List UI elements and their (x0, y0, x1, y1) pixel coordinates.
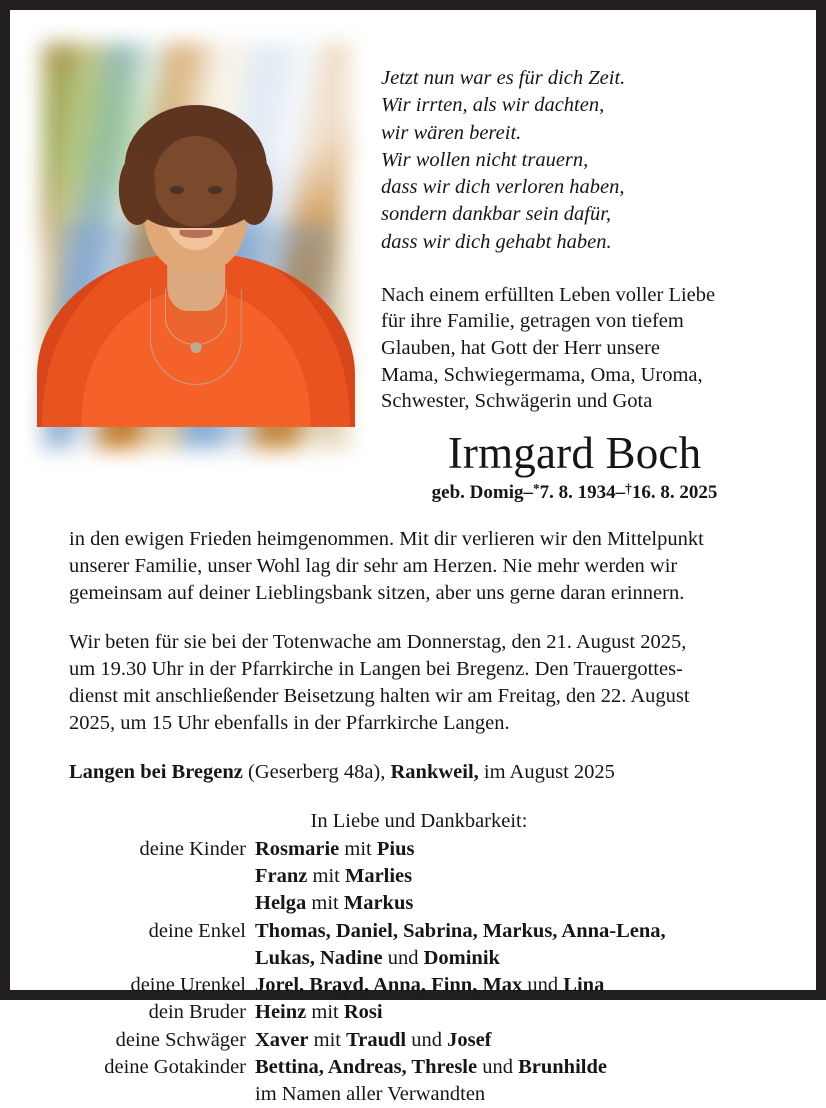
birth-star-icon: * (533, 480, 540, 496)
family-member-names: Helga mit Markus (255, 892, 414, 915)
poem-line: Wir irrten, als wir dachten, (381, 94, 605, 117)
birth-date: 7. 8. 1934 (539, 481, 616, 503)
subject-eye-left (170, 186, 184, 194)
family-relation-label: deine Urenkel (130, 974, 246, 997)
family-row (50, 890, 776, 917)
family-member-names: Jorel, Brayd, Anna, Finn, Max und Lina (255, 974, 605, 997)
family-relation-label: deine Kinder (139, 837, 246, 860)
poem-line: sondern dankbar sein dafür, (381, 203, 612, 226)
birth-death-line (381, 481, 768, 504)
place-and-date-line (69, 761, 761, 784)
family-row (50, 999, 776, 1026)
subject-mouth (180, 230, 213, 239)
place-secondary: Rankweil, (390, 760, 479, 783)
family-row (50, 972, 776, 999)
notice-month: im August 2025 (478, 760, 615, 783)
family-row (50, 863, 776, 890)
notice-inner (10, 10, 816, 1106)
paragraph-remembrance (69, 526, 761, 607)
family-member-names: Heinz mit Rosi (255, 1001, 383, 1024)
portrait-photo (59, 65, 333, 427)
family-member-names: Xaver mit Traudl und Josef (255, 1028, 492, 1051)
place-primary: Langen bei Bregenz (69, 760, 243, 783)
maiden-name: geb. Domig (431, 481, 524, 503)
paragraph-line: in den ewigen Frieden heimgenommen. Mit dir verlieren wir den Mittelpunkt (69, 527, 704, 550)
family-heading: In Liebe und Dankbarkeit: (310, 809, 528, 832)
paragraph-line: dienst mit anschließender Beisetzung halten wir am Freitag, den 22. August (69, 684, 690, 707)
family-relation-label: deine Enkel (148, 919, 246, 942)
poem-line: Jetzt nun war es für dich Zeit. (381, 67, 626, 89)
family-row (50, 945, 776, 972)
intro-line: Nach einem erfüllten Leben voller Liebe (381, 283, 716, 306)
family-member-names: Lukas, Nadine und Dominik (255, 946, 500, 969)
paragraph-line: gemeinsam auf deiner Lieblingsbank sitzen, aber uns gerne daran erinnern. (69, 581, 685, 604)
family-row (50, 1054, 776, 1081)
memorial-poem (381, 65, 768, 256)
text-column (333, 65, 816, 504)
family-row (50, 1027, 776, 1054)
intro-line: für ihre Familie, getragen von tiefem (381, 310, 684, 333)
family-row (50, 836, 776, 863)
death-date: 16. 8. 2025 (631, 481, 718, 503)
family-member-names: Rosmarie mit Pius (255, 837, 415, 860)
family-member-names: Thomas, Daniel, Sabrina, Markus, Anna-Lena, (255, 919, 666, 942)
family-member-names: Franz mit Marlies (255, 865, 413, 888)
intro-paragraph (381, 282, 768, 415)
paragraph-line: unserer Familie, unser Wohl lag dir sehr am Herzen. Nie mehr werden wir (69, 554, 678, 577)
paragraph-line: 2025, um 15 Uhr ebenfalls in der Pfarrkirche Langen. (69, 711, 510, 734)
intro-line: Mama, Schwiegermama, Oma, Uroma, (381, 363, 703, 386)
family-relation-label: deine Gotakinder (104, 1055, 246, 1078)
poem-line: dass wir dich gehabt haben. (381, 230, 612, 253)
paragraph-service-details (69, 629, 761, 737)
top-section (10, 10, 816, 504)
family-row (50, 918, 776, 945)
paragraph-line: um 19.30 Uhr in der Pfarrkirche in Langen bei Bregenz. Den Trauergottes- (69, 657, 683, 680)
family-member-names: Bettina, Andreas, Thresle und Brunhilde (255, 1055, 607, 1078)
subject-hair (125, 105, 267, 228)
family-relation-label: dein Bruder (148, 1001, 246, 1024)
family-rows (50, 836, 776, 1081)
dash-separator: – (615, 481, 626, 503)
family-footer: im Namen aller Verwandten (255, 1083, 486, 1106)
family-section (10, 810, 816, 1108)
family-relation-label: deine Schwäger (115, 1028, 246, 1051)
death-cross-icon: † (625, 480, 632, 496)
intro-line: Schwester, Schwägerin und Gota (381, 390, 653, 413)
poem-line: wir wären bereit. (381, 121, 522, 144)
necklace-pendant (191, 342, 202, 353)
poem-line: Wir wollen nicht trauern, (381, 148, 589, 171)
body-section (10, 526, 816, 784)
intro-line: Glauben, hat Gott der Herr unsere (381, 337, 660, 360)
photo-column (10, 65, 333, 427)
place-address: (Geserberg 48a), (242, 760, 391, 783)
poem-line: dass wir dich verloren haben, (381, 176, 625, 198)
deceased-name: Irmgard Boch (447, 427, 702, 478)
dash-separator: – (523, 481, 533, 503)
paragraph-line: Wir beten für sie bei der Totenwache am Donnerstag, den 21. August 2025, (69, 630, 687, 653)
